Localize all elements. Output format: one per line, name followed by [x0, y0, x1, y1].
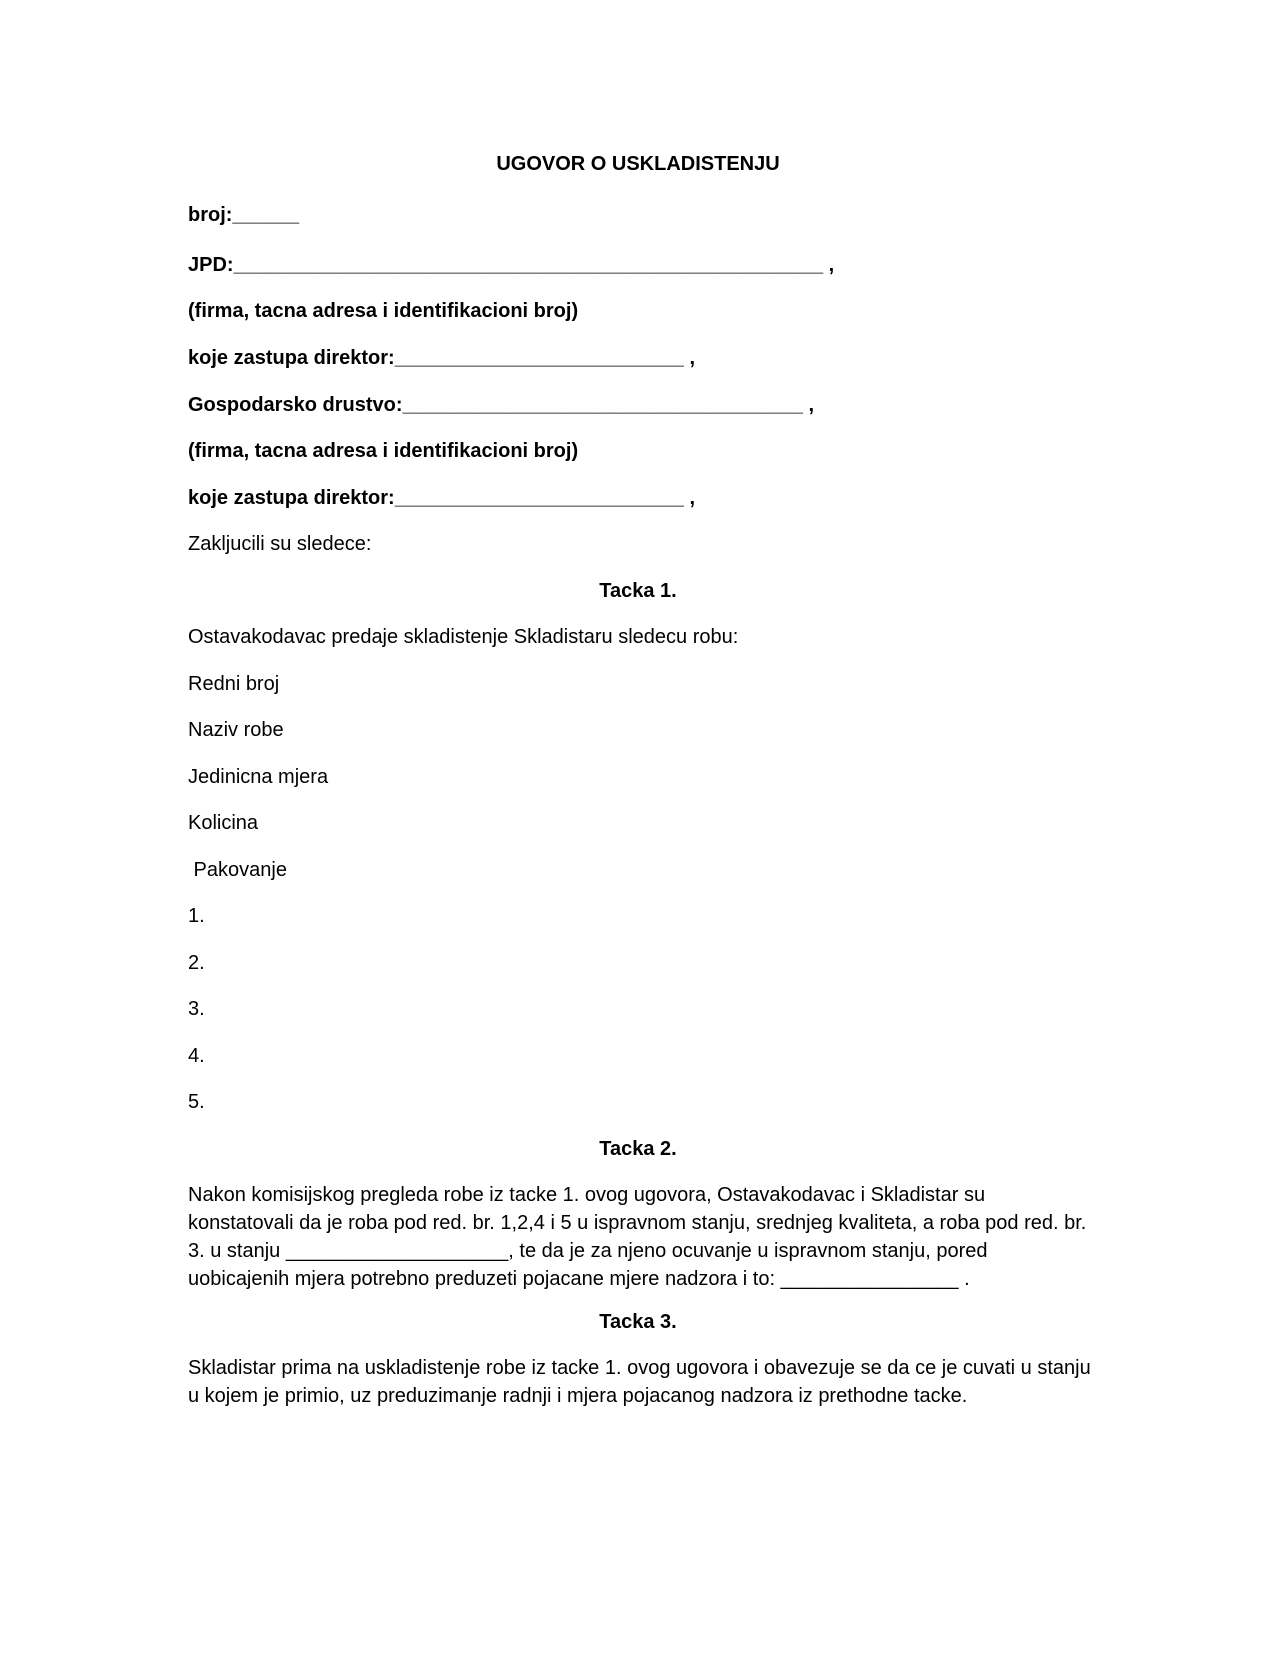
- director-line-2: koje zastupa direktor:__________________________ ,: [188, 487, 696, 509]
- goods-row-number: 5.: [188, 1091, 205, 1113]
- intro-text: Zakljucili su sledece:: [188, 533, 372, 555]
- goods-row-number: 2.: [188, 952, 205, 974]
- section-3-heading: Tacka 3.: [599, 1311, 677, 1333]
- jpd-line: JPD:_____________________________________________________ ,: [188, 254, 835, 276]
- firm-note-2: (firma, tacna adresa i identifikacioni broj): [188, 440, 579, 462]
- section-1-heading: Tacka 1.: [599, 580, 677, 602]
- goods-column-label: Pakovanje: [188, 859, 287, 881]
- contract-number-line: broj:______: [188, 204, 300, 226]
- goods-column-label: Kolicina: [188, 812, 259, 834]
- section-1-text: Ostavakodavac predaje skladistenje Skladistaru sledecu robu:: [188, 626, 739, 648]
- firm-note-1: (firma, tacna adresa i identifikacioni broj): [188, 300, 579, 322]
- goods-row-number: 3.: [188, 998, 205, 1020]
- section-3-text: Skladistar prima na uskladistenje robe iz tacke 1. ovog ugovora i obavezuje se da ce je cuvati u stanju u kojem je primio, uz preduzimanje radnji i mjera pojacanog nadzora iz prethodne tacke.: [188, 1357, 1091, 1407]
- goods-row-number: 1.: [188, 905, 205, 927]
- goods-row-number: 4.: [188, 1045, 205, 1067]
- company-line: Gospodarsko drustvo:____________________________________ ,: [188, 394, 815, 416]
- section-2-heading: Tacka 2.: [599, 1138, 677, 1160]
- document-title: UGOVOR O USKLADISTENJU: [496, 153, 780, 175]
- section-2-text: Nakon komisijskog pregleda robe iz tacke 1. ovog ugovora, Ostavakodavac i Skladistar su konstatovali da je roba pod red. br. 1,2,4 i 5 u ispravnom stanju, srednjeg kvaliteta, a roba pod red. br. 3. u stanju ____________________, te da je za njeno ocuvanje u ispravnom stanju, pored uobicajenih mjera potrebno preduzeti pojacane mjere nadzora i to: ________________ .: [188, 1184, 1087, 1290]
- goods-column-label: Redni broj: [188, 673, 280, 695]
- goods-column-label: Naziv robe: [188, 719, 284, 741]
- goods-column-label: Jedinicna mjera: [188, 766, 329, 788]
- director-line-1: koje zastupa direktor:__________________________ ,: [188, 347, 696, 369]
